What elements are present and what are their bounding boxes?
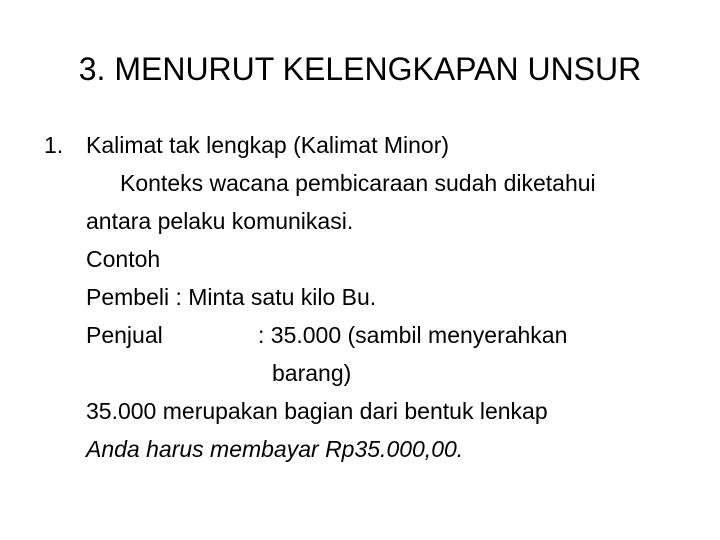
buyer-line: Pembeli : Minta satu kilo Bu. [86,284,377,310]
slide-title: 3. MENURUT KELENGKAPAN UNSUR [78,51,642,87]
seller-reply: : 35.000 (sambil menyerahkan [258,322,568,348]
explanation-line: 35.000 merupakan bagian dari bentuk lenkap [86,398,548,424]
seller-reply-continued: barang) [272,360,352,386]
example-label: Contoh [86,246,161,272]
list-item-heading: Kalimat tak lengkap (Kalimat Minor) [86,132,450,158]
list-item-number: 1. [44,132,64,158]
context-line-2: antara pelaku komunikasi. [86,208,354,234]
complete-sentence: Anda harus membayar Rp35.000,00. [86,436,464,462]
seller-label: Penjual [86,322,163,348]
context-line-1: Konteks wacana pembicaraan sudah diketahui [120,170,596,196]
